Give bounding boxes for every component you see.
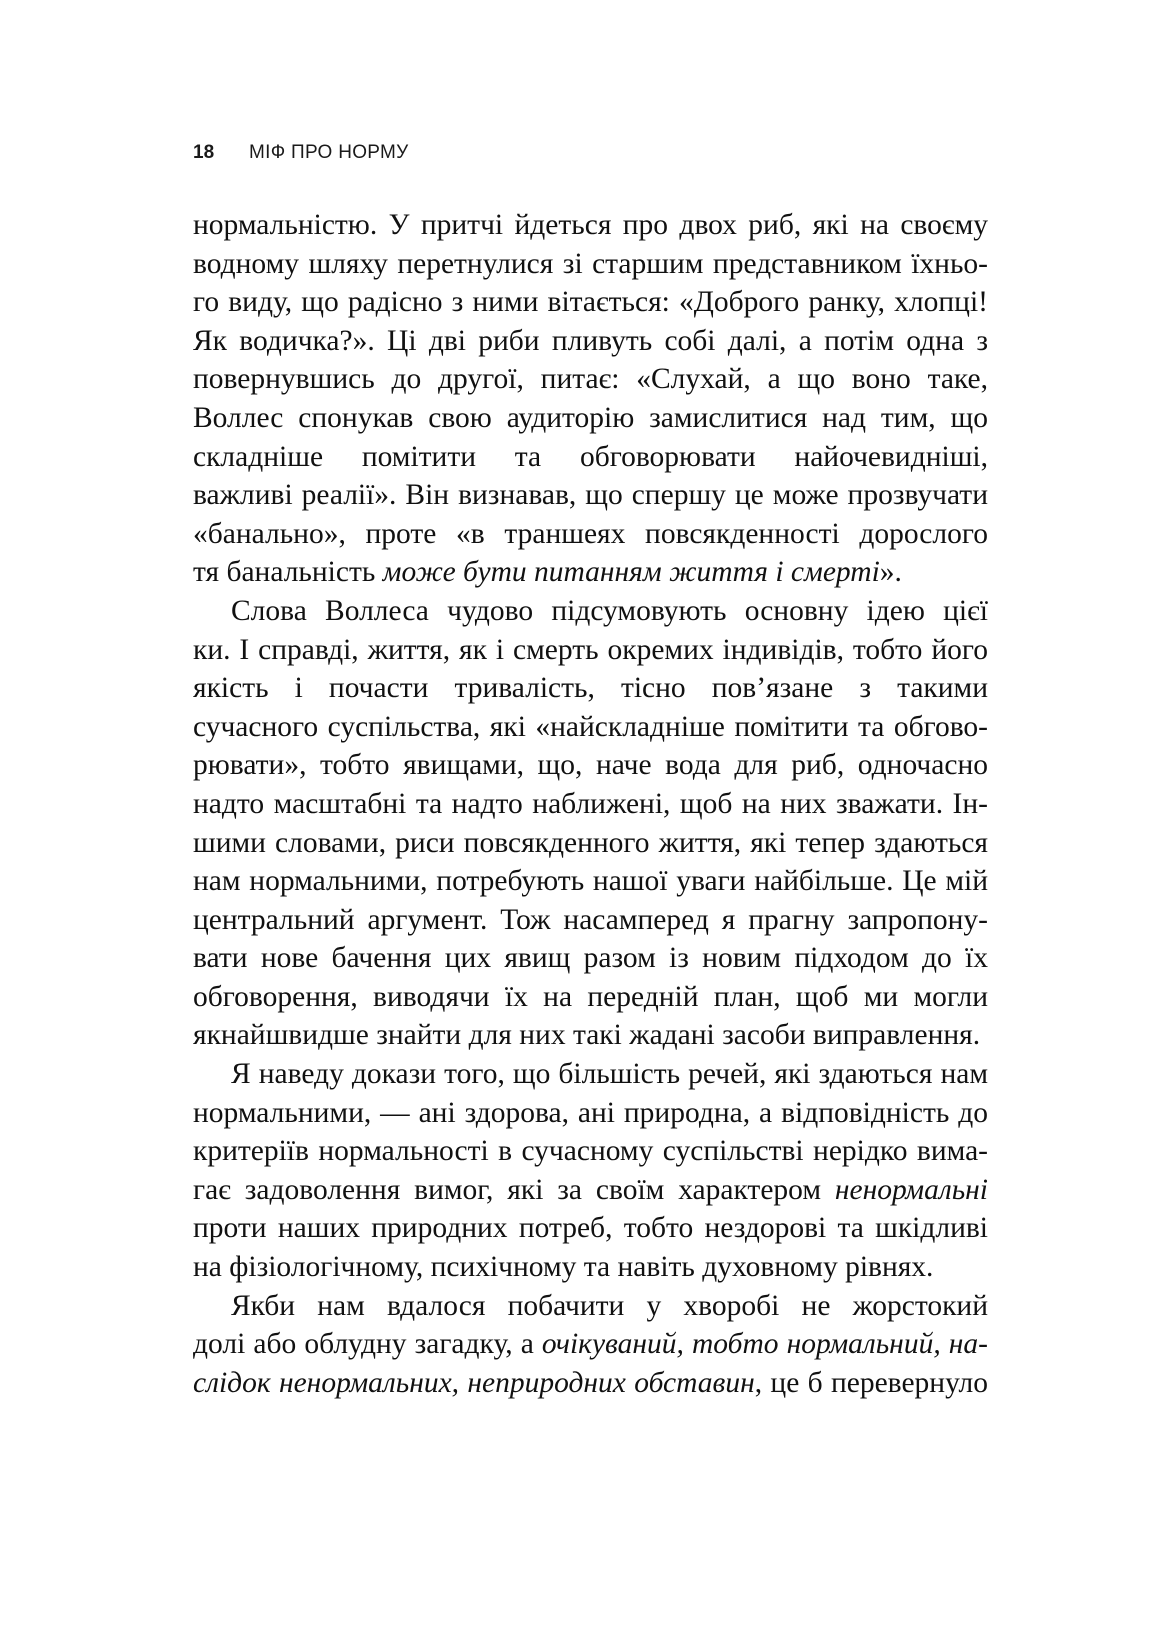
text-segment: якість і почасти тривалість, тісно пов’язане з такими — [193, 672, 988, 705]
text-segment: Слова Воллеса чудово підсумовують основну ідею цієї — [231, 594, 988, 627]
text-line — [193, 862, 988, 901]
text-segment: водному шляху перетнулися зі старшим представником їхньо- — [193, 247, 988, 280]
text-segment: центральний аргумент. Тож насамперед я прагну запропону- — [193, 903, 988, 936]
text-line — [193, 515, 988, 554]
text-segment: долі або облудну загадку, а — [193, 1328, 542, 1361]
text-line — [193, 1248, 988, 1287]
text-segment: ки. І справді, життя, як і смерть окремих індивідів, тобто його — [193, 633, 988, 666]
italic-text-segment: може бути питанням життя і смерті — [382, 556, 880, 589]
text-line — [193, 746, 988, 785]
text-line — [193, 592, 988, 631]
text-segment: , це б перевернуло — [754, 1366, 988, 1399]
text-segment: на фізіологічному, психічному та навіть духовному рівнях. — [193, 1251, 934, 1284]
text-line — [193, 1094, 988, 1133]
text-segment: ». — [879, 556, 902, 589]
text-line — [193, 1287, 988, 1326]
text-line — [193, 360, 988, 399]
text-segment: обговорення, виводячи їх на передній план, щоб ми могли — [193, 980, 988, 1013]
text-segment: шими словами, риси повсякденного життя, які тепер здаються — [193, 826, 988, 859]
text-line — [193, 939, 988, 978]
text-line — [193, 206, 988, 245]
text-line — [193, 283, 988, 322]
book-title: МІФ ПРО НОРМУ — [249, 142, 409, 163]
text-line — [193, 322, 988, 361]
text-segment: важливі реалії». Він визнавав, що спершу це може прозвучати — [193, 479, 988, 512]
text-line — [193, 978, 988, 1017]
italic-text-segment: слідок ненормальних, неприродних обставин — [193, 1366, 755, 1399]
body-text — [193, 206, 988, 1402]
text-segment: повернувшись до другої, питає: «Слухай, а що воно таке, — [193, 363, 988, 396]
text-line — [193, 476, 988, 515]
text-segment: рювати», тобто явищами, що, наче вода для риб, одночасно — [193, 749, 988, 782]
text-line — [193, 824, 988, 863]
text-line — [193, 399, 988, 438]
text-segment: тя банальність — [193, 556, 383, 589]
text-segment: надто масштабні та надто наближені, щоб на них зважати. Ін- — [193, 787, 988, 820]
text-segment: нам нормальними, потребують нашої уваги найбільше. Це мій — [193, 865, 988, 898]
text-line — [193, 438, 988, 477]
text-segment: якнайшвидше знайти для них такі жадані засоби виправлення. — [193, 1019, 981, 1052]
text-line — [193, 669, 988, 708]
text-line — [193, 1171, 988, 1210]
italic-text-segment: ненормальні — [834, 1173, 988, 1206]
text-line — [193, 1325, 988, 1364]
text-line — [193, 1055, 988, 1094]
text-line — [193, 708, 988, 747]
text-segment: нормальністю. У притчі йдеться про двох риб, які на своєму — [193, 209, 988, 241]
text-line — [193, 785, 988, 824]
text-segment: вати нове бачення цих явищ разом із новим підходом до їх — [193, 942, 988, 975]
text-line — [193, 1364, 988, 1403]
text-segment: сучасного суспільства, які «найскладніше помітити та обгово- — [193, 710, 988, 743]
text-segment: Я наведу докази того, що більшість речей, які здаються нам — [231, 1058, 988, 1091]
text-segment: гає задоволення вимог, які за своїм характером — [193, 1173, 835, 1206]
running-head — [193, 140, 409, 166]
italic-text-segment: очікуваний, тобто нормальний, на- — [541, 1328, 988, 1361]
text-line — [193, 245, 988, 284]
text-line — [193, 1209, 988, 1248]
text-segment: Як водичка?». Ці дві риби пливуть собі далі, а потім одна з — [193, 324, 988, 357]
text-segment: Воллес спонукав свою аудиторію замислитися над тим, що — [193, 401, 988, 434]
text-segment: Якби нам вдалося побачити у хворобі не жорстокий — [231, 1289, 988, 1322]
text-segment: «банально», проте «в траншеях повсякденності дорослого — [193, 517, 988, 550]
text-segment: проти наших природних потреб, тобто нездорові та шкідливі — [193, 1212, 988, 1245]
text-line — [193, 553, 988, 592]
text-line — [193, 1016, 988, 1055]
text-segment: критеріїв нормальності в сучасному суспільстві нерідко вима- — [193, 1135, 988, 1168]
text-segment: го виду, що радісно з ними вітається: «Доброго ранку, хлопці! — [193, 286, 988, 319]
text-segment: нормальними, — ані здорова, ані природна, а відповідність до — [193, 1096, 988, 1129]
page-number: 18 — [193, 142, 215, 163]
text-segment: складніше помітити та обговорювати найочевидніші, — [193, 440, 988, 473]
text-line — [193, 631, 988, 670]
text-line — [193, 1132, 988, 1171]
text-line — [193, 901, 988, 940]
